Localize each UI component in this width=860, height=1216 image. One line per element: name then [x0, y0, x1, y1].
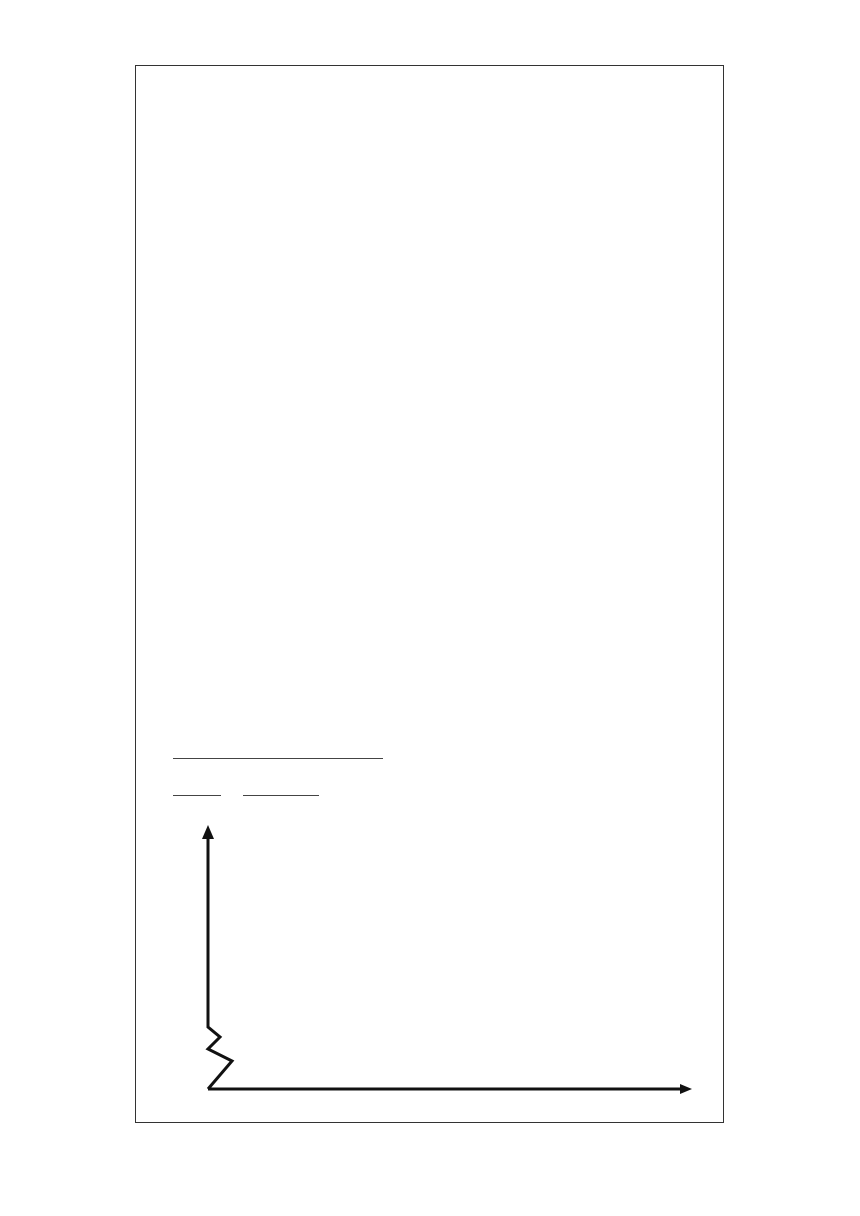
month-blank[interactable] [189, 781, 205, 796]
y-axis [208, 835, 232, 1089]
y-axis-arrow [202, 825, 214, 839]
x-axis-arrow [680, 1084, 692, 1094]
day-blank[interactable] [205, 781, 221, 796]
year-blank[interactable] [173, 781, 189, 796]
chart-title-line [173, 737, 383, 759]
chart-title-blank[interactable] [173, 738, 383, 759]
date-maker-line [173, 778, 319, 796]
bar-chart-grid [170, 805, 730, 1120]
maker-blank[interactable] [243, 781, 319, 796]
